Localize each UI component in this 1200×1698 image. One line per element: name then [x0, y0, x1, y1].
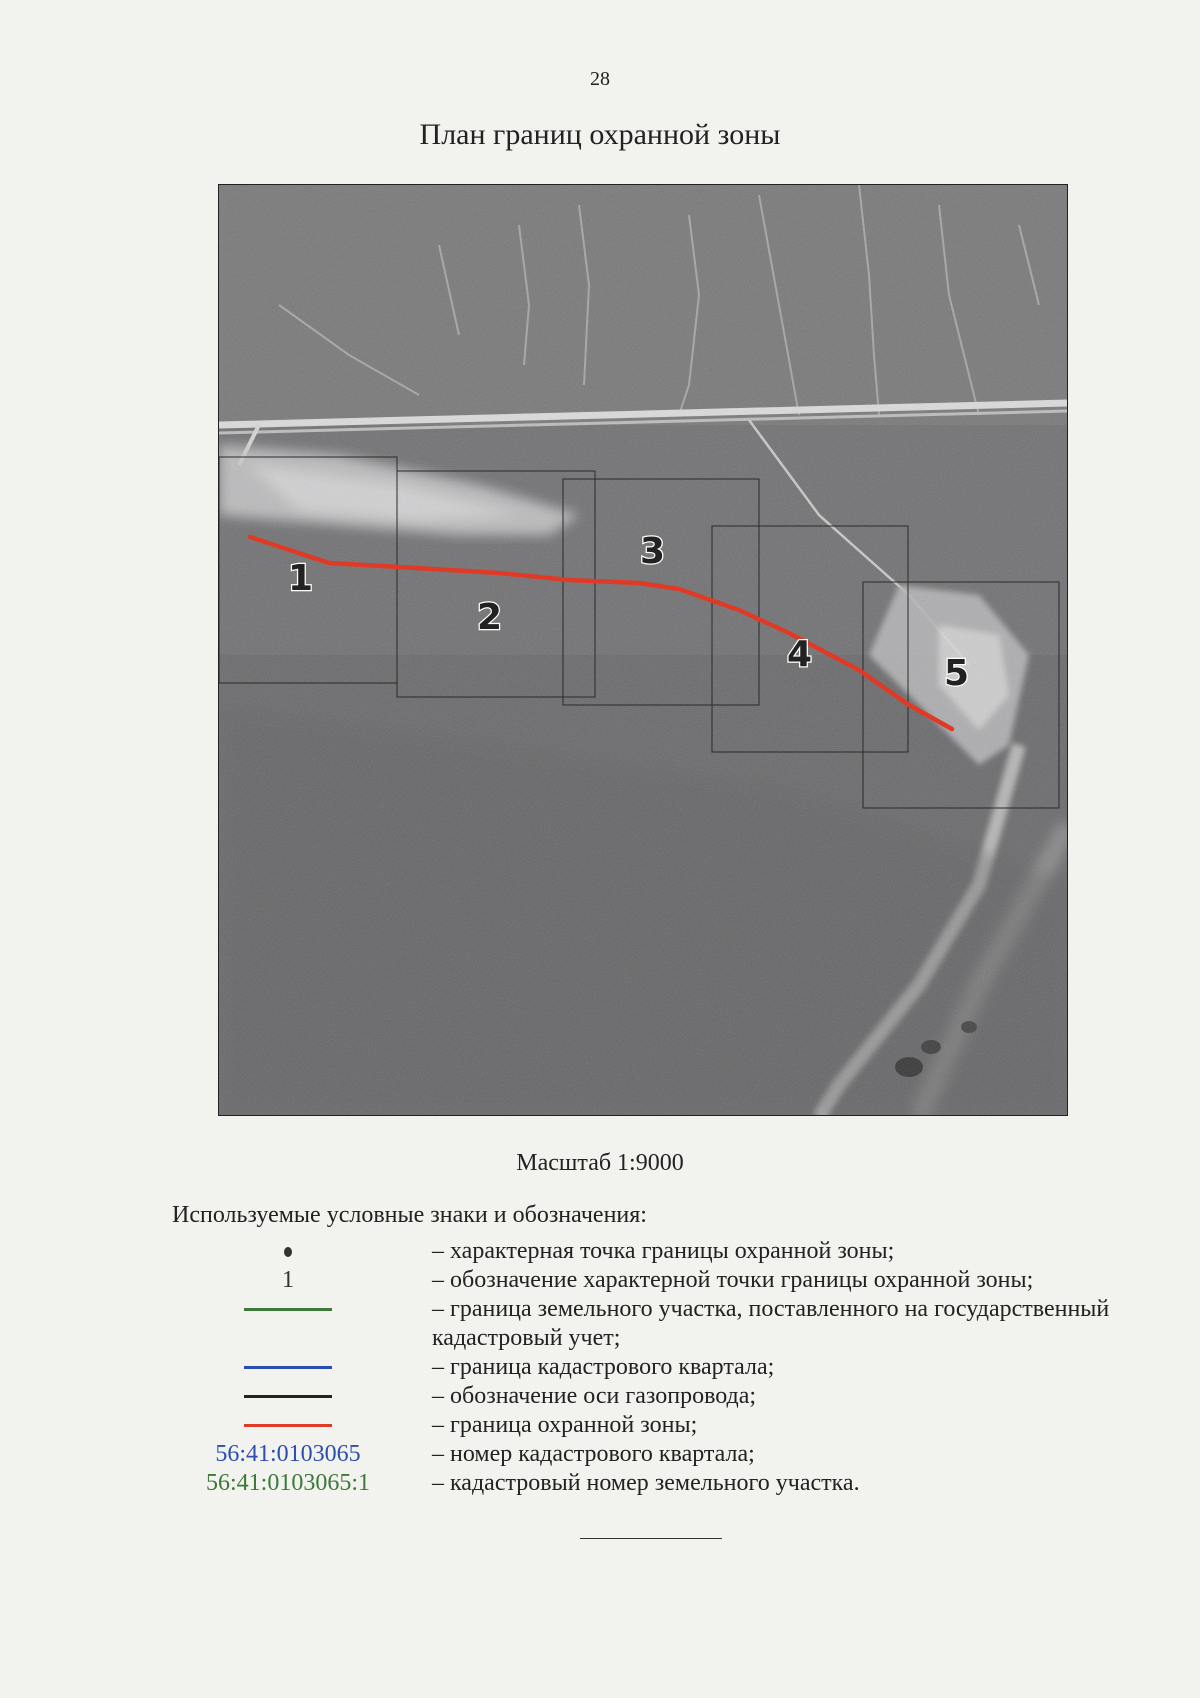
legend-description: – номер кадастрового квартала; — [432, 1441, 755, 1467]
legend-symbol-text: 56:41:0103065:1 — [205, 1470, 370, 1496]
scale-text: Масштаб 1:9000 — [516, 1150, 684, 1176]
legend-description: – кадастровый номер земельного участка. — [432, 1470, 860, 1496]
legend-description: – граница кадастрового квартала; — [432, 1354, 775, 1380]
legend-description: – обозначение характерной точки границы охранной зоны; — [432, 1267, 1034, 1293]
legend-symbol — [172, 1440, 404, 1469]
legend-symbol — [172, 1237, 404, 1266]
aerial-map — [218, 184, 1068, 1116]
tile-label-2: 2 — [477, 597, 503, 638]
legend-line-icon — [244, 1395, 332, 1398]
legend-description: – характерная точка границы охранной зоны; — [432, 1238, 895, 1264]
legend-row — [172, 1411, 1132, 1440]
tile-label-1: 1 — [288, 558, 314, 599]
legend-symbol-text: 56:41:0103065 — [215, 1441, 361, 1467]
legend-description: – граница охранной зоны; — [432, 1412, 698, 1438]
legend-symbol — [172, 1411, 404, 1440]
boundary-point-icon — [284, 1247, 292, 1257]
tile-label-4: 4 — [787, 634, 813, 675]
tile-label-5: 5 — [944, 653, 970, 694]
legend — [172, 1237, 1132, 1498]
legend-description: – граница земельного участка, поставленного на государственный кадастровый учет; — [432, 1296, 1110, 1351]
legend-line-icon — [244, 1424, 332, 1427]
legend-row — [172, 1237, 1132, 1266]
legend-symbol — [172, 1353, 404, 1382]
bottom-rule — [580, 1538, 722, 1539]
legend-row — [172, 1353, 1132, 1382]
legend-header: Используемые условные знаки и обозначения: — [172, 1202, 647, 1228]
legend-symbol — [172, 1469, 404, 1498]
legend-symbol-text: 1 — [282, 1267, 294, 1293]
page-number: 28 — [590, 68, 610, 90]
plan-title: План границ охранной зоны — [419, 118, 781, 151]
tile-label-3: 3 — [640, 531, 666, 572]
legend-line-icon — [244, 1308, 332, 1311]
legend-row — [172, 1295, 1132, 1353]
legend-line-icon — [244, 1366, 332, 1369]
legend-row — [172, 1440, 1132, 1469]
legend-symbol — [172, 1382, 404, 1411]
legend-row — [172, 1382, 1132, 1411]
legend-description: – обозначение оси газопровода; — [432, 1383, 757, 1409]
legend-row — [172, 1266, 1132, 1295]
legend-row — [172, 1469, 1132, 1498]
legend-symbol — [172, 1295, 404, 1324]
legend-symbol — [172, 1266, 404, 1295]
